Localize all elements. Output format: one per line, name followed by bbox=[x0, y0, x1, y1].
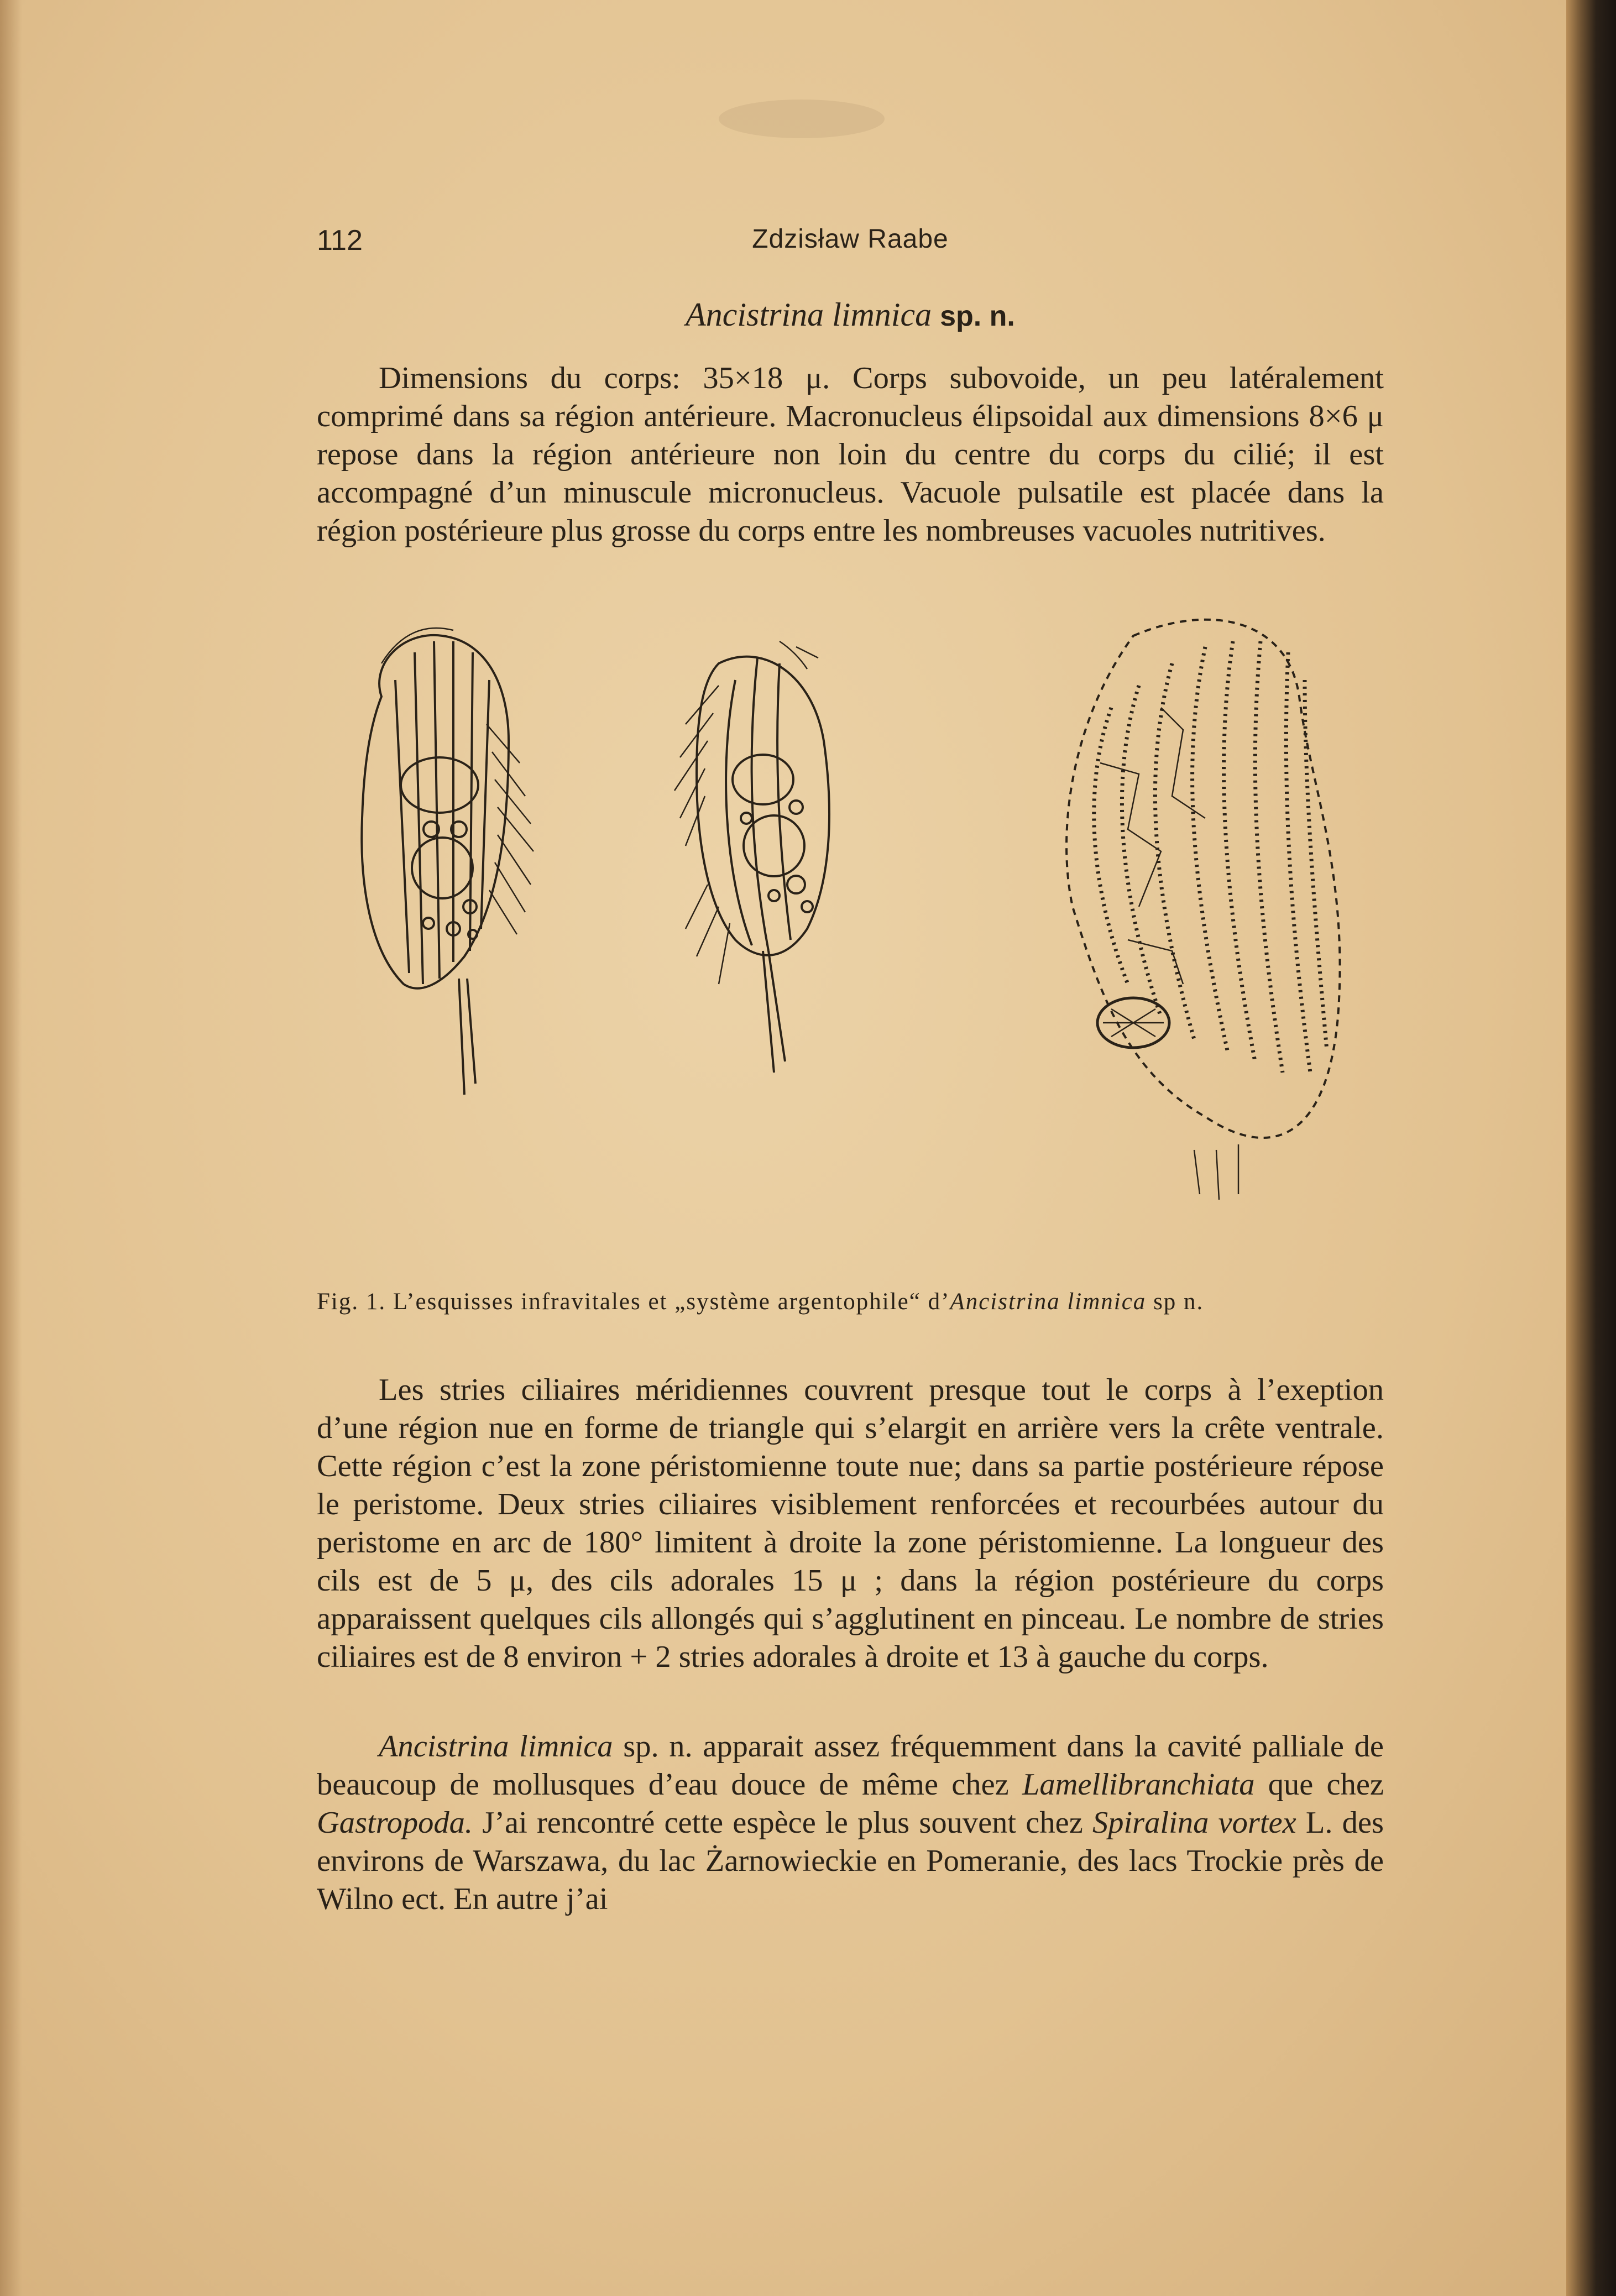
left-page-edge bbox=[0, 0, 22, 2296]
section-title bbox=[317, 296, 1384, 334]
paragraph-description: Dimensions du corps: 35×18 μ. Corps subovoide, un peu latéralement comprimé dans sa région antérieure. Macronucleus élipsoidal aux dimensions 8×6 μ repose dans la région antérieure non loin du centre du corps du cilié; il est accompagné d’un minuscule micronucleus. Vacuole pulsatile est placée dans la région postérieure plus grosse du corps entre les nombreuses vacuoles nutritives. bbox=[317, 361, 1384, 548]
p3-text-2: que chez bbox=[1254, 1767, 1384, 1802]
ciliate-drawings bbox=[299, 597, 1404, 1277]
ciliate-right-drawing bbox=[1066, 620, 1340, 1200]
figure-1 bbox=[299, 597, 1404, 1277]
p3-text-3: J’ai rencontré cette espèce le plus souvent chez bbox=[473, 1806, 1092, 1840]
p3-lamellibranchiata: Lamellibranchiata bbox=[1022, 1767, 1255, 1802]
page-number: 112 bbox=[317, 224, 363, 257]
stain bbox=[719, 100, 885, 138]
figure-caption bbox=[317, 1288, 1384, 1315]
species-name: Ancistrina limnica bbox=[686, 296, 932, 333]
paragraph-occurrence bbox=[317, 1728, 1384, 1918]
caption-suffix: sp n. bbox=[1146, 1289, 1204, 1315]
p3-text-4: L. des environs de Warszawa, du lac Żarnowieckie en Pomeranie, des lacs Trockie près de Wilno ect. En autre j’ai bbox=[317, 1806, 1384, 1916]
paragraph-stries: Les stries ciliaires méridiennes couvrent presque tout le corps à l’exeption d’une région nue en forme de triangle qui s’elargit en arrière vers la crête ventrale. Cette région c’est la zone péristomienne toute nue; dans sa partie postérieure répose le peristome. Deux stries ciliaires visiblement renforcées et recourbées autour du peristome en arc de 180° limitent à droite la zone péristomienne. La longueur des cils est de 5 μ, des cils adorales 15 μ ; dans la région postérieure du corps apparaissent quelques cils allongés qui s’agglutinent en pinceau. Le nombre de stries ciliaires est de 8 environ + 2 stries adorales à droite et 13 à gauche du corps. bbox=[317, 1373, 1384, 1674]
p3-spiralina: Spiralina vortex bbox=[1092, 1806, 1296, 1840]
p3-text-1: sp. n. apparait assez fréquemment dans la cavité palliale de beaucoup de mollusques d’eau douce de même chez bbox=[317, 1729, 1384, 1802]
ciliate-middle-drawing bbox=[674, 641, 829, 1073]
ciliate-left-drawing bbox=[362, 628, 534, 1095]
caption-species: Ancistrina limnica bbox=[950, 1289, 1147, 1315]
p3-gastropoda: Gastropoda. bbox=[317, 1806, 473, 1840]
species-suffix: sp. n. bbox=[940, 300, 1015, 332]
caption-prefix: Fig. 1. L’esquisses infravitales et „système argentophile“ d’ bbox=[317, 1289, 950, 1315]
right-page-edge bbox=[1566, 0, 1616, 2296]
page-header bbox=[317, 224, 1384, 263]
running-head: Zdzisław Raabe bbox=[752, 224, 949, 254]
p3-species: Ancistrina limnica bbox=[379, 1729, 613, 1764]
